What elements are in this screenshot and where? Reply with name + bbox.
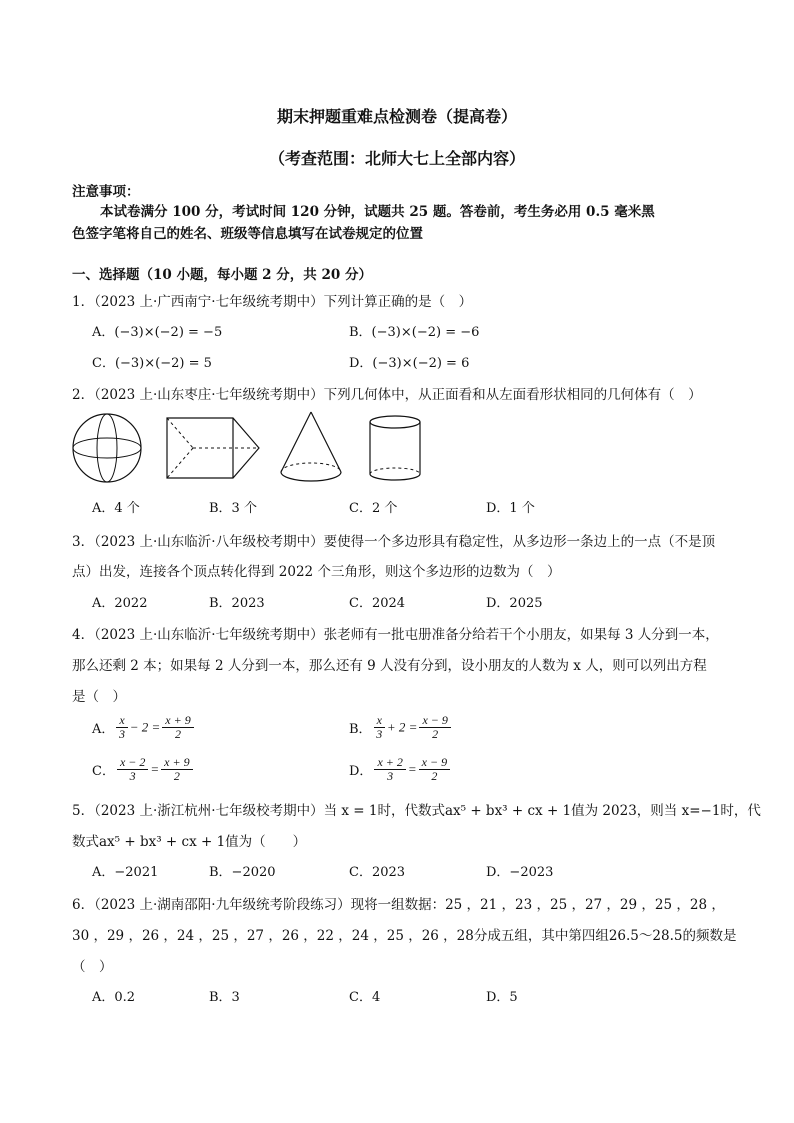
numerator: x + 9 xyxy=(161,756,192,770)
question-6-option-b: B．3 xyxy=(209,990,240,1005)
operator: = xyxy=(407,761,417,777)
question-3-option-b: B．2023 xyxy=(209,596,265,611)
operator: = xyxy=(150,761,160,777)
fraction xyxy=(117,756,148,783)
denominator: 2 xyxy=(174,727,181,741)
denominator: 2 xyxy=(431,769,438,783)
cylinder-icon xyxy=(367,414,423,484)
fraction xyxy=(116,714,127,741)
question-3-line-2: 点）出发，连接各个顶点转化得到 2022 个三角形，则这个多边形的边数为（ ） xyxy=(72,564,561,580)
question-3-line-1: 3．（2023 上·山东临沂·八年级校考期中）要使得一个多边形具有稳定性，从多边形一条边上的一点（不是顶 xyxy=(72,534,716,550)
question-5-option-a: A．−2021 xyxy=(92,865,159,880)
notice-line-2: 色签字笔将自己的姓名、班级等信息填写在试卷规定的位置 xyxy=(72,226,423,242)
question-1-option-d: D．(−3)×(−2) = 6 xyxy=(349,356,470,371)
numerator: x − 2 xyxy=(117,756,148,770)
fraction xyxy=(419,714,450,741)
numerator: x + 9 xyxy=(162,714,193,728)
denominator: 2 xyxy=(173,769,180,783)
notice-line-1: 本试卷满分 100 分，考试时间 120 分钟，试题共 25 题。答卷前，考生务必用 0.5 毫米黑 xyxy=(100,204,655,220)
question-2-option-b: B．3 个 xyxy=(209,501,257,516)
notice-label: 注意事项： xyxy=(72,184,140,200)
question-1-stem: 1．（2023 上·广西南宁·七年级统考期中）下列计算正确的是（ ） xyxy=(72,294,473,310)
question-3-option-a: A．2022 xyxy=(92,596,148,611)
fraction xyxy=(374,714,385,741)
question-2-option-d: D．1 个 xyxy=(486,501,535,516)
option-d-label: D． xyxy=(349,764,373,779)
operator: − 2 = xyxy=(129,719,161,735)
option-c-label: C． xyxy=(92,764,115,779)
numerator: x xyxy=(116,714,127,728)
operator: + 2 = xyxy=(386,719,418,735)
question-5-option-d: D．−2023 xyxy=(486,865,554,880)
question-4-option-d xyxy=(349,756,452,783)
denominator: 3 xyxy=(119,727,126,741)
denominator: 3 xyxy=(376,727,383,741)
question-6-option-d: D．5 xyxy=(486,990,518,1005)
denominator: 3 xyxy=(129,769,136,783)
fraction xyxy=(374,756,405,783)
denominator: 2 xyxy=(432,727,439,741)
question-2-option-a: A．4 个 xyxy=(92,501,140,516)
question-4-line-3: 是（ ） xyxy=(72,689,126,705)
question-4-option-b xyxy=(349,714,453,741)
denominator: 3 xyxy=(387,769,394,783)
fraction xyxy=(162,714,193,741)
question-4-line-2: 那么还剩 2 本；如果每 2 人分到一本，那么还有 9 人没有分到，设小朋友的人数为 x 人，则可以列出方程 xyxy=(72,658,707,674)
question-6-line-3: （ ） xyxy=(72,959,113,975)
fraction xyxy=(161,756,192,783)
sphere-icon xyxy=(70,412,144,484)
triangular-prism-icon xyxy=(163,414,263,482)
numerator: x − 9 xyxy=(419,756,450,770)
question-3-option-d: D．2025 xyxy=(486,596,543,611)
question-6-option-c: C．4 xyxy=(349,990,381,1005)
question-1-option-b: B．(−3)×(−2) = −6 xyxy=(349,325,480,340)
question-6-option-a: A．0.2 xyxy=(92,990,136,1005)
question-6-line-2: 30 ，29 ，26 ，24 ，25 ，27 ，26 ，22 ，24 ，25 ，26 ，28分成五组，其中第四组26.5～28.5的频数是 xyxy=(72,928,737,944)
question-5-line-1: 5．（2023 上·浙江杭州·七年级校考期中）当 x = 1时，代数式ax⁵ + bx³ + cx + 1值为 2023，则当 x=−1时，代 xyxy=(72,803,761,819)
question-1-option-a: A．(−3)×(−2) = −5 xyxy=(92,325,223,340)
numerator: x xyxy=(374,714,385,728)
question-5-option-c: C．2023 xyxy=(349,865,406,880)
question-1-option-c: C．(−3)×(−2) = 5 xyxy=(92,356,212,371)
question-5-line-2: 数式ax⁵ + bx³ + cx + 1值为（ ） xyxy=(72,834,307,850)
question-5-option-b: B．−2020 xyxy=(209,865,276,880)
question-2-stem: 2．（2023 上·山东枣庄·七年级统考期中）下列几何体中，从正面看和从左面看形状相同的几何体有（ ） xyxy=(72,387,702,403)
numerator: x − 9 xyxy=(419,714,450,728)
question-4-option-c xyxy=(92,756,195,783)
section-heading: 一、选择题（10 小题，每小题 2 分，共 20 分） xyxy=(72,267,372,283)
question-2-option-c: C．2 个 xyxy=(349,501,398,516)
page-title: 期末押题重难点检测卷（提高卷） xyxy=(276,107,517,126)
question-4-option-a xyxy=(92,714,196,741)
page-subtitle: （考查范围：北师大七上全部内容） xyxy=(268,149,525,168)
numerator: x + 2 xyxy=(374,756,405,770)
option-a-label: A． xyxy=(92,722,115,737)
cone-icon xyxy=(278,410,344,484)
question-6-line-1: 6．（2023 上·湖南邵阳·九年级统考阶段练习）现将一组数据：25 ，21 ，23 ，25 ，27 ，29 ，25 ，28 ， xyxy=(72,897,725,913)
question-4-line-1: 4．（2023 上·山东临沂·七年级统考期中）张老师有一批屯册准备分给若干个小朋友，如果每 3 人分到一本， xyxy=(72,627,719,643)
fraction xyxy=(419,756,450,783)
option-b-label: B． xyxy=(349,722,372,737)
question-3-option-c: C．2024 xyxy=(349,596,406,611)
